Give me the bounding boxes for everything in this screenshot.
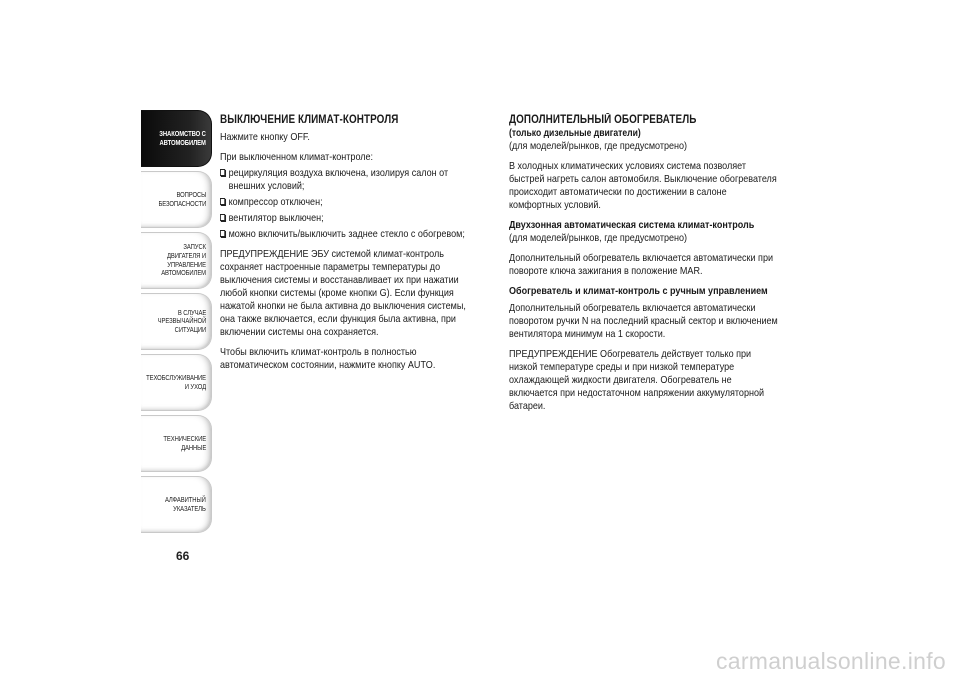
list-item-text: можно включить/выключить заднее стекло с обогревом;: [228, 228, 465, 240]
tab-emergency[interactable]: [141, 293, 212, 350]
tab-introduction[interactable]: [141, 110, 212, 167]
list-item: [220, 167, 481, 193]
right-column: [509, 114, 779, 420]
paragraph: В холодных климатических условиях система позволяет быстрей нагреть салон автомобиля. Выключение обогревателя происходит автоматически по достижении в салоне комфортных условий.: [509, 160, 777, 211]
tab-starting-driving[interactable]: [141, 232, 212, 289]
paragraph: Нажмите кнопку OFF.: [220, 131, 310, 143]
list-item: [220, 196, 481, 209]
paragraph: Дополнительный обогреватель включается автоматически поворотом ручки N на последний красный сектор и включением вентилятора минимум на 1 скорости.: [509, 302, 778, 340]
checkbox-bullet-icon: [220, 169, 225, 176]
subheading-dual-zone: Двухзонная автоматическая система климат-контроль: [509, 219, 755, 231]
tab-maintenance[interactable]: [141, 354, 212, 411]
paragraph: Чтобы включить климат-контроль в полностью автоматическом состоянии, нажмите кнопку AUTO.: [220, 346, 436, 371]
tab-label: ТЕХОБСЛУЖИВАНИЕ И УХОД: [146, 372, 206, 391]
availability-note: (для моделей/рынков, где предусмотрено): [509, 140, 688, 152]
warning-paragraph: ПРЕДУПРЕЖДЕНИЕ Обогреватель действует только при низкой температуре среды и при низкой температуре охлаждающей жидкости двигателя. Обогреватель не включается при недостаточном напряжении аккумуляторной батареи.: [509, 348, 765, 412]
tab-label: ТЕХНИЧЕСКИЕ ДАННЫЕ: [163, 433, 206, 452]
tab-label: В СЛУЧАЕ ЧРЕЗВЫЧАЙНОЙ СИТУАЦИИ: [157, 307, 206, 334]
tab-label: ЗАПУСК ДВИГАТЕЛЯ И УПРАВЛЕНИЕ АВТОМОБИЛЕМ: [161, 242, 206, 278]
paragraph: При выключенном климат-контроле:: [220, 151, 374, 163]
section-title-climate-off: ВЫКЛЮЧЕНИЕ КЛИМАТ-КОНТРОЛЯ: [220, 114, 399, 126]
tab-label: АЛФАВИТНЫЙ УКАЗАТЕЛЬ: [165, 494, 206, 513]
watermark: carmanualsonline.info: [715, 648, 946, 674]
checkbox-bullet-icon: [220, 214, 225, 221]
bullet-list: [220, 167, 481, 241]
tab-safety[interactable]: [141, 171, 212, 228]
page-number: 66: [176, 549, 190, 563]
tab-technical-data[interactable]: [141, 415, 212, 472]
paragraph: Дополнительный обогреватель включается автоматически при повороте ключа зажигания в положение MAR.: [509, 252, 774, 277]
chapter-sidebar: [141, 110, 212, 537]
checkbox-bullet-icon: [220, 230, 225, 237]
tab-label: ЗНАКОМСТВО С АВТОМОБИЛЕМ: [159, 128, 206, 147]
list-item-text: рециркуляция воздуха включена, изолируя салон от внешних условий;: [228, 167, 449, 192]
checkbox-bullet-icon: [220, 198, 225, 205]
list-item: [220, 228, 481, 241]
tab-label: ВОПРОСЫ БЕЗОПАСНОСТИ: [158, 189, 206, 208]
section-title-aux-heater: ДОПОЛНИТЕЛЬНЫЙ ОБОГРЕВАТЕЛЬ: [509, 114, 697, 126]
warning-paragraph: ПРЕДУПРЕЖДЕНИЕ ЭБУ системой климат-контроль сохраняет настроенные параметры температуры до выключения системы и восстанавливает их при нажатии любой кнопки системы (кроме кнопки G). Если функция нажатой кнопки не была активна до выключения системы, она также включается, если функция была активна, при включении системы она сохраняется.: [220, 248, 466, 338]
availability-note: (для моделей/рынков, где предусмотрено): [509, 232, 688, 244]
list-item-text: компрессор отключен;: [228, 196, 323, 208]
list-item-text: вентилятор выключен;: [228, 212, 324, 224]
tab-index[interactable]: [141, 476, 212, 533]
subheading-manual: Обогреватель и климат-контроль с ручным управлением: [509, 285, 768, 297]
left-column: [220, 114, 482, 379]
section-subtitle: (только дизельные двигатели): [509, 128, 641, 139]
list-item: [220, 212, 481, 225]
